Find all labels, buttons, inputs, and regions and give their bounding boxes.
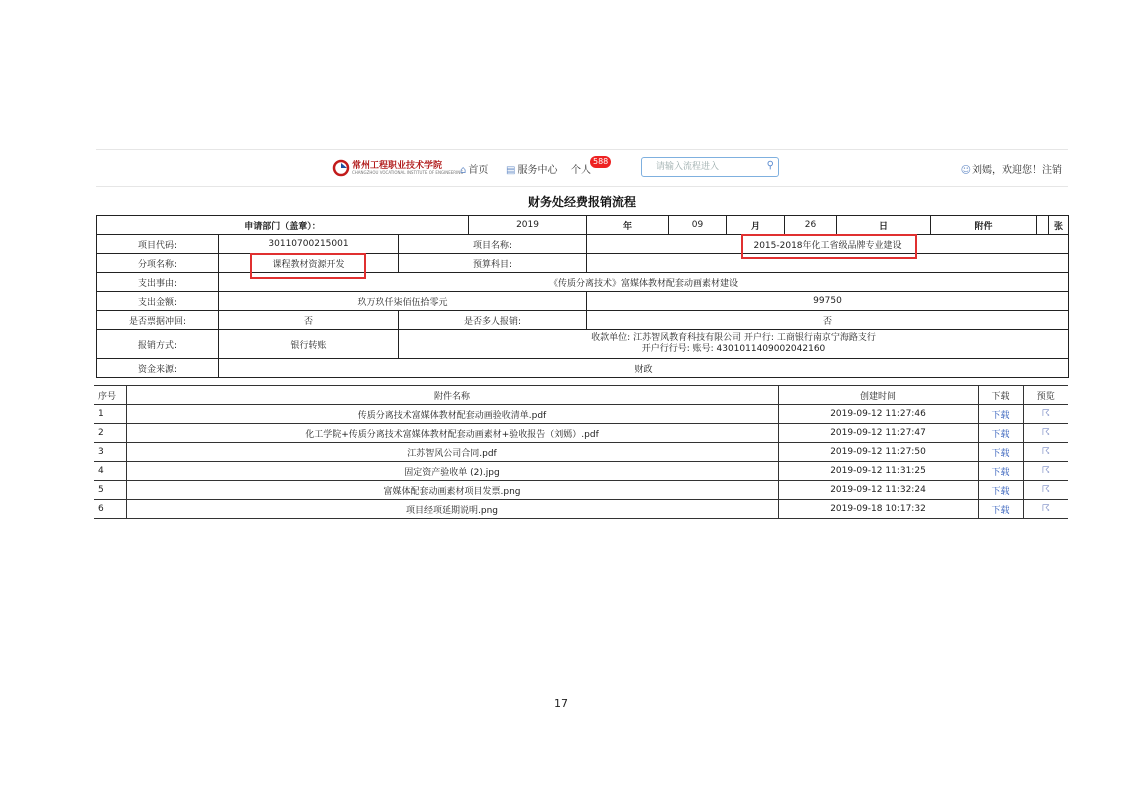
preview-icon: ☈ [1041,447,1050,457]
preview-button[interactable] [1023,424,1068,443]
file-time: 2019-09-12 11:27:50 [778,443,978,462]
month-label-cell: 月 [727,216,785,235]
reason-label: 支出事由: [97,273,219,292]
nav-personal[interactable] [571,157,609,176]
method-row [97,330,1069,359]
home-icon: ⌂ [460,165,467,176]
payee-line-2: 开户行行号: 账号: 4301011409002042160 [641,344,826,354]
preview-icon: ☈ [1041,485,1050,495]
attach-label-cell: 附件 [931,216,1037,235]
project-name-label: 项目名称: [399,235,587,254]
file-time: 2019-09-12 11:27:46 [778,405,978,424]
download-link[interactable]: 下载 [978,424,1023,443]
payee-info [399,330,1069,359]
fund-row [97,359,1069,378]
budget-subject-label: 预算科目: [399,254,587,273]
amount-row [97,292,1069,311]
payee-line-1: 收款单位: 江苏智风教育科技有限公司 开户行: 工商银行南京宁海路支行 [591,333,876,343]
table-row [94,462,1068,481]
amount-label: 支出金额: [97,292,219,311]
file-name: 江苏智风公司合同.pdf [126,443,778,462]
table-row [94,424,1068,443]
col-header-no: 序号 [94,386,126,405]
reason-row [97,273,1069,292]
reimbursement-form-grid [96,215,1069,235]
attachments-table [94,385,1068,519]
year-cell: 2019 [469,216,587,235]
preview-button[interactable] [1023,405,1068,424]
row-no: 4 [94,462,126,481]
download-link[interactable]: 下载 [978,405,1023,424]
day-label-cell: 日 [837,216,931,235]
file-name: 富媒体配套动画素材项目发票.png [126,481,778,500]
search-icon[interactable]: ⚲ [766,160,774,171]
col-header-time: 创建时间 [778,386,978,405]
page-title: 财务处经费报销流程 [527,195,636,209]
nav-service-center[interactable] [506,161,557,176]
reimbursement-details-table [96,234,1069,378]
project-code-label: 项目代码: [97,235,219,254]
day-cell: 26 [785,216,837,235]
user-icon: ☺ [960,165,971,176]
method-value: 银行转账 [219,330,399,359]
file-time: 2019-09-12 11:27:47 [778,424,978,443]
service-center-icon: ▤ [506,165,516,176]
invoice-value: 否 [219,311,399,330]
unit-label-cell: 张 [1049,216,1069,235]
preview-icon: ☈ [1041,409,1050,419]
method-label: 报销方式: [97,330,219,359]
preview-button[interactable] [1023,443,1068,462]
preview-icon: ☈ [1041,428,1050,438]
notification-badge: 588 [590,156,611,168]
logo-emblem-icon [332,159,350,177]
reason-value: 《传质分离技术》富媒体教材配套动画素材建设 [219,273,1069,292]
search-input[interactable] [642,158,774,176]
col-header-download: 下载 [978,386,1023,405]
download-link[interactable]: 下载 [978,500,1023,519]
row-no: 1 [94,405,126,424]
preview-icon: ☈ [1041,504,1050,514]
col-header-preview: 预览 [1023,386,1068,405]
amount-value: 99750 [587,292,1069,311]
file-time: 2019-09-12 11:32:24 [778,481,978,500]
file-time: 2019-09-12 11:31:25 [778,462,978,481]
file-name: 传质分离技术富媒体教材配套动画验收清单.pdf [126,405,778,424]
school-logo[interactable] [332,158,464,178]
file-name: 项目经项延期说明.png [126,500,778,519]
nav-home[interactable] [460,161,488,176]
download-link[interactable]: 下载 [978,481,1023,500]
attachments-header-row [94,386,1068,405]
month-cell: 09 [669,216,727,235]
file-name: 化工学院+传质分离技术富媒体教材配套动画素材+验收报告（刘嫣）.pdf [126,424,778,443]
item-name-label: 分项名称: [97,254,219,273]
attach-count-cell [1037,216,1049,235]
project-code-row [97,235,1069,254]
row-no: 6 [94,500,126,519]
user-greeting-text: 刘嫣，欢迎您！注销 [972,165,1062,176]
top-navigation-bar [96,149,1068,187]
table-row [94,481,1068,500]
file-name: 固定资产验收单 (2).jpg [126,462,778,481]
table-row [94,443,1068,462]
invoice-label: 是否票据冲回: [97,311,219,330]
preview-button[interactable] [1023,481,1068,500]
search-box [641,157,779,177]
user-greeting[interactable] [961,161,1062,176]
multi-person-value: 否 [587,311,1069,330]
row-no: 3 [94,443,126,462]
amount-words-value: 玖万玖仟柒佰伍拾零元 [219,292,587,311]
date-row [97,216,1069,235]
dept-label-cell: 申请部门（盖章）： [97,216,469,235]
preview-icon: ☈ [1041,466,1050,476]
logo-subtitle: CHANGZHOU VOCATIONAL INSTITUTE OF ENGINEERING [352,170,464,175]
item-name-row [97,254,1069,273]
preview-button[interactable] [1023,462,1068,481]
multi-person-label: 是否多人报销: [399,311,587,330]
fund-label: 资金来源: [97,359,219,378]
table-row [94,405,1068,424]
file-time: 2019-09-18 10:17:32 [778,500,978,519]
invoice-row [97,311,1069,330]
year-label-cell: 年 [587,216,669,235]
item-name-value: 课程教材资源开发 [219,254,399,273]
page-number: 17 [554,697,568,710]
project-code-value: 30110700215001 [219,235,399,254]
budget-subject-value [587,254,1069,273]
download-link[interactable]: 下载 [978,462,1023,481]
col-header-name: 附件名称 [126,386,778,405]
download-link[interactable]: 下载 [978,443,1023,462]
row-no: 2 [94,424,126,443]
fund-value: 财政 [219,359,1069,378]
project-name-value: 2015-2018年化工省级品牌专业建设 [587,235,1069,254]
nav-home-label: 首页 [468,165,489,176]
table-row [94,500,1068,519]
nav-service-center-label: 服务中心 [517,165,558,176]
nav-personal-label: 个人 [571,165,591,176]
row-no: 5 [94,481,126,500]
preview-button[interactable] [1023,500,1068,519]
logo-text: 常州工程职业技术学院 [352,161,443,171]
